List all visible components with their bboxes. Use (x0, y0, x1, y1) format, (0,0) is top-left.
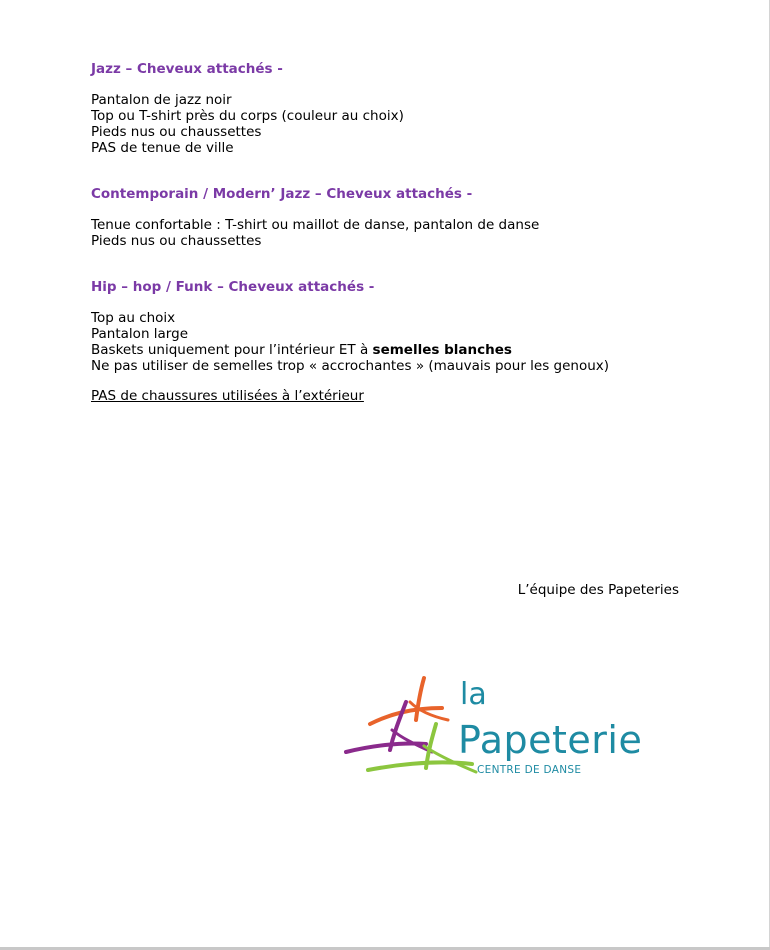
list-item: Pantalon de jazz noir (91, 92, 232, 108)
logo-text-la: la (460, 677, 487, 712)
list-item: Ne pas utiliser de semelles trop « accrochantes » (mauvais pour les genoux) (91, 358, 610, 374)
list-item: Top ou T-shirt près du corps (couleur au choix) (91, 108, 404, 124)
list-item: Top au choix (91, 310, 176, 326)
list-item: PAS de tenue de ville (91, 140, 234, 156)
document-body (91, 61, 731, 404)
logo-text-papeterie: Papeterie (458, 718, 643, 762)
list-item: Pieds nus ou chaussettes (91, 233, 262, 249)
section-title-contemporain: Contemporain / Modern’ Jazz – Cheveux attachés - (91, 186, 473, 202)
section-title-hiphop: Hip – hop / Funk – Cheveux attachés - (91, 279, 375, 295)
list-item: Tenue confortable : T-shirt ou maillot de danse, pantalon de danse (91, 217, 540, 233)
jazz-dress-list (91, 92, 731, 156)
la-papeterie-logo (340, 672, 685, 782)
logo-text-centre-de-danse: CENTRE DE DANSE (477, 764, 582, 776)
section-title-jazz: Jazz – Cheveux attachés - (91, 61, 283, 77)
sneakers-text: Baskets uniquement pour l’intérieur ET à (91, 342, 373, 358)
signature: L’équipe des Papeteries (517, 582, 679, 598)
contemporain-dress-list (91, 217, 731, 249)
outdoor-shoes-note: PAS de chaussures utilisées à l’extérieur (91, 388, 364, 404)
list-item: Pantalon large (91, 326, 188, 342)
list-item: Pieds nus ou chaussettes (91, 124, 262, 140)
hiphop-dress-list (91, 310, 731, 374)
list-item-sneakers (91, 342, 731, 358)
white-soles-emphasis: semelles blanches (372, 342, 512, 358)
